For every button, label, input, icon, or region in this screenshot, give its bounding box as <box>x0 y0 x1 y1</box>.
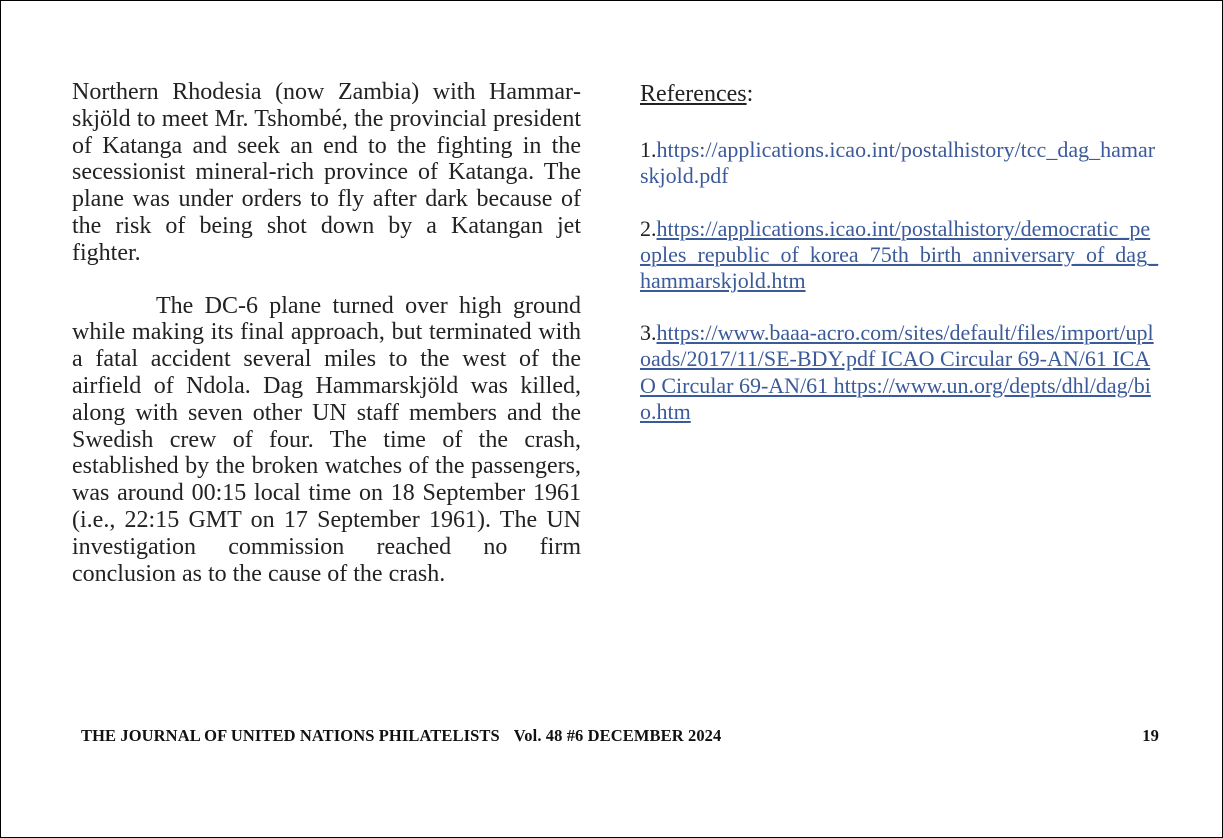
reference-item-3 <box>640 320 1160 425</box>
reference-item-2 <box>640 216 1160 295</box>
article-paragraph-2: The DC-6 plane turned over high ground while making its final approach, but terminated with a fatal accident several miles to the west of the airfield of Ndola. Dag Hammarskjöld was killed, along with seven other UN staff members and the Swedish crew of four. The time of the crash, established by the broken watches of the passengers, was around 00:15 local time on 18 September 1961 (i.e., 22:15 GMT on 17 September 1961). The UN investigation commission reached no firm conclusion as to the cause of the crash. <box>72 292 581 587</box>
reference-number: 2. <box>640 215 657 241</box>
references-heading-text: References <box>640 81 747 107</box>
reference-link-2[interactable]: https://applications.icao.int/postalhistory/democratic_peoples_republic_of_korea_75th_birth_anniversary_of_dag_hammarskjold.htm <box>640 215 1159 294</box>
journal-volume: Vol. 48 #6 DECEMBER 2024 <box>513 726 722 745</box>
reference-number: 3. <box>640 320 657 346</box>
article-paragraph-1: Northern Rhodesia (now Zambia) with Hammarskjöld to meet Mr. Tshombé, the provincial president of Katanga and seek an end to the fighting in the secessionist mineral-rich province of Katanga. The plane was under orders to fly after dark because of the risk of being shot down by a Katangan jet fighter. <box>72 79 581 266</box>
references-heading <box>640 81 1160 107</box>
page-footer <box>81 726 1159 746</box>
page-number: 19 <box>1142 726 1159 745</box>
journal-title: THE JOURNAL OF UNITED NATIONS PHILATELISTS <box>81 726 500 745</box>
references-column <box>640 81 1160 451</box>
reference-number: 1. <box>640 137 657 163</box>
reference-link-1[interactable]: https://applications.icao.int/postalhistory/tcc_dag_hamarskjold.pdf <box>640 137 1156 189</box>
reference-link-3[interactable]: https://www.baaa-acro.com/sites/default/files/import/uploads/2017/11/SE-BDY.pdf ICAO Circular 69-AN/61 ICAO Circular 69-AN/61 https://www.un.org/depts/dhl/dag/bio.htm <box>640 320 1154 424</box>
article-column <box>72 79 581 587</box>
references-heading-colon: : <box>746 81 754 107</box>
reference-item-1 <box>640 137 1160 189</box>
